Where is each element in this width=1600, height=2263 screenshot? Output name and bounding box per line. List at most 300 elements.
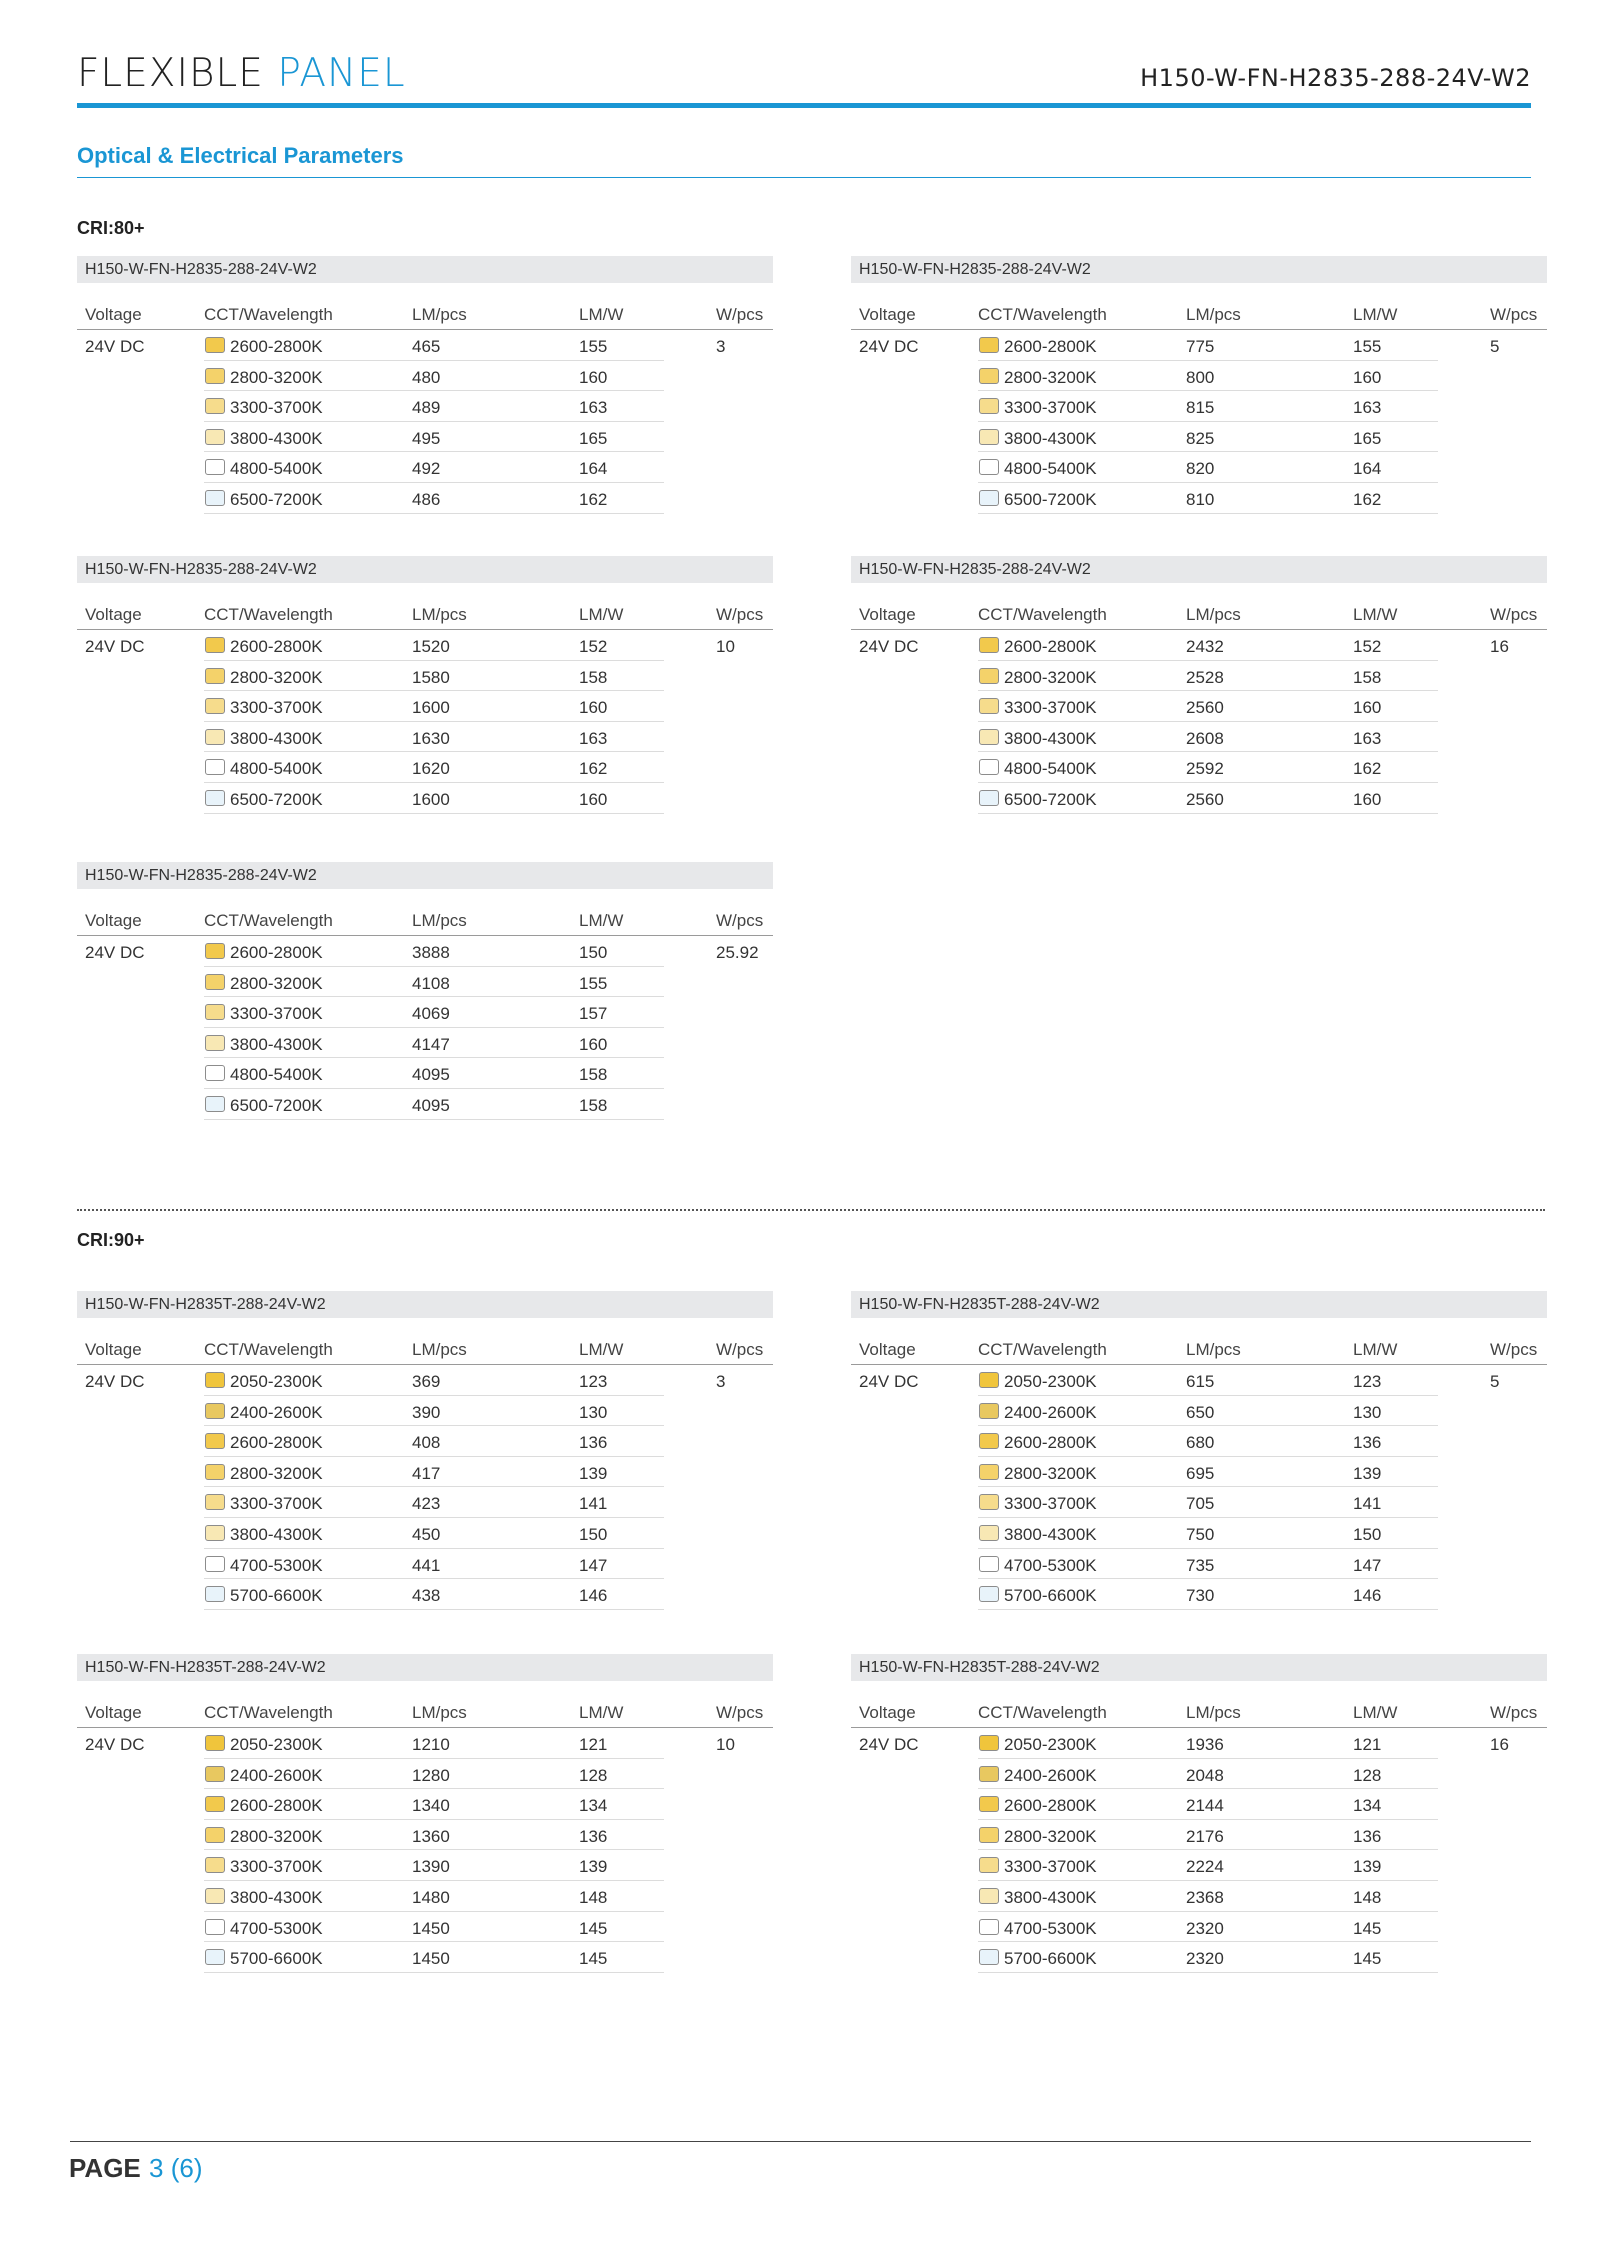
column-header-cct: CCT/Wavelength [978,1340,1107,1359]
cct-cell: 2600-2800K [230,1796,323,1816]
lumen-cell: 4095 [412,1095,450,1115]
color-swatch-icon [979,1827,999,1843]
header-divider [77,103,1531,108]
efficacy-cell: 160 [579,1034,608,1054]
column-header-lm: LM/pcs [1186,1703,1241,1722]
cct-cell: 2600-2800K [1004,337,1097,356]
efficacy-cell: 146 [579,1586,608,1606]
efficacy-cell: 160 [1353,367,1382,387]
cct-cell: 6500-7200K [1004,789,1097,809]
cct-cell: 2800-3200K [1004,1826,1097,1846]
color-swatch-icon [979,1735,999,1751]
table-row [851,1942,1547,1973]
table-row [851,661,1547,692]
lumen-cell: 2560 [1186,789,1224,809]
table-row [77,1820,773,1851]
color-swatch-icon [979,1403,999,1419]
column-header-voltage: Voltage [859,605,916,624]
efficacy-cell: 145 [579,1949,608,1969]
column-header-lmw: LM/W [579,911,624,930]
lumen-cell: 1520 [412,637,450,656]
color-swatch-icon [205,1065,225,1081]
table-row [851,1518,1547,1549]
color-swatch-icon [979,759,999,775]
efficacy-cell: 157 [579,1004,608,1024]
efficacy-cell: 139 [579,1463,608,1483]
table-title: H150-W-FN-H2835T-288-24V-W2 [851,1291,1547,1318]
lumen-cell: 417 [412,1463,441,1483]
lumen-cell: 800 [1186,367,1215,387]
lumen-cell: 1600 [412,698,450,718]
lumen-cell: 489 [412,398,441,418]
cct-cell: 3800-4300K [1004,1887,1097,1907]
table-row [851,783,1547,814]
column-header-w: W/pcs [716,1703,764,1722]
efficacy-cell: 148 [579,1887,608,1907]
efficacy-cell: 136 [1353,1433,1382,1453]
table-row [851,1487,1547,1518]
column-header-voltage: Voltage [859,305,916,324]
column-header-lm: LM/pcs [412,1703,467,1722]
cct-cell: 2400-2600K [1004,1765,1097,1785]
lumen-cell: 810 [1186,489,1215,509]
lumen-cell: 2048 [1186,1765,1224,1785]
efficacy-cell: 147 [1353,1555,1382,1575]
cct-cell: 6500-7200K [230,1095,323,1115]
table-row [851,330,1547,361]
table-row [77,722,773,753]
cct-cell: 4800-5400K [1004,759,1097,779]
color-swatch-icon [979,1372,999,1388]
table-row [851,1365,1547,1396]
lumen-cell: 2608 [1186,728,1224,748]
color-swatch-icon [205,1494,225,1510]
lumen-cell: 2528 [1186,667,1224,687]
table-row [77,630,773,661]
lumen-cell: 1580 [412,667,450,687]
table-row [851,1789,1547,1820]
lumen-cell: 369 [412,1372,441,1391]
column-header-w: W/pcs [1490,1703,1538,1722]
efficacy-cell: 139 [1353,1857,1382,1877]
lumen-cell: 705 [1186,1494,1215,1514]
page-number: 3 (6) [149,2153,203,2183]
cct-cell: 4800-5400K [230,1065,323,1085]
column-header-lm: LM/pcs [1186,1340,1241,1359]
table-row [77,1365,773,1396]
voltage-cell: 24V DC [85,943,145,962]
color-swatch-icon [205,1372,225,1388]
table-row [77,483,773,514]
table-title: H150-W-FN-H2835-288-24V-W2 [851,256,1547,283]
table-header-row [77,283,773,330]
table-row [77,391,773,422]
cct-cell: 3800-4300K [230,728,323,748]
column-header-lmw: LM/W [1353,605,1398,624]
column-header-lm: LM/pcs [1186,605,1241,624]
efficacy-cell: 152 [1353,637,1382,656]
table-row [77,1789,773,1820]
column-header-cct: CCT/Wavelength [978,605,1107,624]
table-row [851,452,1547,483]
table-row [77,1881,773,1912]
voltage-cell: 24V DC [859,1372,919,1391]
column-header-lm: LM/pcs [412,305,467,324]
efficacy-cell: 164 [579,459,608,479]
cct-cell: 3800-4300K [230,1034,323,1054]
efficacy-cell: 163 [1353,398,1382,418]
efficacy-cell: 158 [1353,667,1382,687]
lumen-cell: 441 [412,1555,441,1575]
color-swatch-icon [979,1525,999,1541]
lumen-cell: 820 [1186,459,1215,479]
cct-cell: 2800-3200K [230,1826,323,1846]
lumen-cell: 390 [412,1402,441,1422]
table-row [851,1426,1547,1457]
color-swatch-icon [205,1586,225,1602]
cct-cell: 2600-2800K [1004,637,1097,656]
column-header-w: W/pcs [1490,305,1538,324]
lumen-cell: 1360 [412,1826,450,1846]
lumen-cell: 1630 [412,728,450,748]
color-swatch-icon [979,368,999,384]
table-row [851,361,1547,392]
efficacy-cell: 163 [579,728,608,748]
lumen-cell: 438 [412,1586,441,1606]
watt-cell: 10 [716,1735,735,1754]
color-swatch-icon [205,943,225,959]
color-swatch-icon [979,1433,999,1449]
column-header-lmw: LM/W [1353,1340,1398,1359]
cct-cell: 3300-3700K [230,398,323,418]
column-header-lm: LM/pcs [1186,305,1241,324]
page-footer [69,2153,203,2184]
column-header-cct: CCT/Wavelength [204,1340,333,1359]
lumen-cell: 1450 [412,1918,450,1938]
table-header-row [77,583,773,630]
color-swatch-icon [979,1888,999,1904]
color-swatch-icon [205,1857,225,1873]
cct-cell: 2600-2800K [230,1433,323,1453]
color-swatch-icon [205,337,225,353]
table-row [77,1549,773,1580]
column-header-lm: LM/pcs [412,605,467,624]
cct-cell: 2600-2800K [1004,1433,1097,1453]
spec-table-cri80-3w [77,256,773,514]
table-row [851,1912,1547,1943]
color-swatch-icon [205,1949,225,1965]
cct-cell: 2400-2600K [230,1765,323,1785]
color-swatch-icon [979,459,999,475]
table-row [851,752,1547,783]
lumen-cell: 1936 [1186,1735,1224,1754]
efficacy-cell: 139 [1353,1463,1382,1483]
cct-cell: 4800-5400K [1004,459,1097,479]
cct-cell: 2600-2800K [1004,1796,1097,1816]
lumen-cell: 2592 [1186,759,1224,779]
table-row [77,1518,773,1549]
table-title: H150-W-FN-H2835T-288-24V-W2 [851,1654,1547,1681]
color-swatch-icon [205,1004,225,1020]
column-header-cct: CCT/Wavelength [978,305,1107,324]
efficacy-cell: 141 [1353,1494,1382,1514]
lumen-cell: 4069 [412,1004,450,1024]
table-header-row [851,583,1547,630]
color-swatch-icon [205,637,225,653]
color-swatch-icon [205,1888,225,1904]
efficacy-cell: 141 [579,1494,608,1514]
cct-cell: 2800-3200K [1004,1463,1097,1483]
column-header-voltage: Voltage [85,1703,142,1722]
table-row [77,967,773,998]
cct-cell: 3800-4300K [230,428,323,448]
table-title: H150-W-FN-H2835-288-24V-W2 [77,556,773,583]
color-swatch-icon [979,729,999,745]
cct-cell: 3800-4300K [1004,1524,1097,1544]
table-row [77,1912,773,1943]
lumen-cell: 423 [412,1494,441,1514]
efficacy-cell: 150 [579,1524,608,1544]
efficacy-cell: 158 [579,1095,608,1115]
lumen-cell: 2368 [1186,1887,1224,1907]
color-swatch-icon [205,459,225,475]
lumen-cell: 2432 [1186,637,1224,656]
table-row [77,1058,773,1089]
color-swatch-icon [205,1919,225,1935]
table-row [77,1579,773,1610]
spec-table-cri90-5w [851,1291,1547,1610]
table-row [77,1850,773,1881]
efficacy-cell: 136 [1353,1826,1382,1846]
efficacy-cell: 134 [1353,1796,1382,1816]
column-header-lmw: LM/W [1353,305,1398,324]
color-swatch-icon [979,1494,999,1510]
lumen-cell: 750 [1186,1524,1215,1544]
lumen-cell: 735 [1186,1555,1215,1575]
lumen-cell: 815 [1186,398,1215,418]
brand-title-part1: FLEXIBLE [77,51,264,96]
color-swatch-icon [205,1525,225,1541]
spec-table-cri80-5w [851,256,1547,514]
cct-cell: 3800-4300K [1004,428,1097,448]
cri-80-label: CRI:80+ [77,218,145,238]
column-header-lmw: LM/W [1353,1703,1398,1722]
lumen-cell: 825 [1186,428,1215,448]
cct-cell: 4800-5400K [230,759,323,779]
spec-table-cri90-10w [77,1654,773,1973]
footer-divider [70,2141,1531,2142]
column-header-w: W/pcs [716,1340,764,1359]
table-row [77,422,773,453]
color-swatch-icon [205,1096,225,1112]
efficacy-cell: 158 [579,667,608,687]
lumen-cell: 486 [412,489,441,509]
table-body [77,1728,773,1973]
column-header-w: W/pcs [716,305,764,324]
cct-cell: 5700-6600K [1004,1949,1097,1969]
lumen-cell: 3888 [412,943,450,962]
efficacy-cell: 165 [579,428,608,448]
cct-cell: 2800-3200K [1004,667,1097,687]
table-title: H150-W-FN-H2835T-288-24V-W2 [77,1654,773,1681]
lumen-cell: 1390 [412,1857,450,1877]
color-swatch-icon [205,668,225,684]
color-swatch-icon [205,398,225,414]
efficacy-cell: 165 [1353,428,1382,448]
color-swatch-icon [979,637,999,653]
color-swatch-icon [979,698,999,714]
table-row [77,1457,773,1488]
color-swatch-icon [205,1766,225,1782]
lumen-cell: 2320 [1186,1949,1224,1969]
spec-table-cri80-25w [77,862,773,1120]
color-swatch-icon [979,337,999,353]
table-header-row [851,283,1547,330]
voltage-cell: 24V DC [85,337,145,356]
column-header-cct: CCT/Wavelength [204,305,333,324]
efficacy-cell: 150 [1353,1524,1382,1544]
cct-cell: 4700-5300K [230,1555,323,1575]
table-row [77,752,773,783]
efficacy-cell: 162 [579,489,608,509]
column-header-lm: LM/pcs [412,1340,467,1359]
spec-table-cri80-10w [77,556,773,814]
watt-cell: 3 [716,337,726,356]
lumen-cell: 1210 [412,1735,450,1754]
lumen-cell: 775 [1186,337,1215,356]
column-header-voltage: Voltage [859,1340,916,1359]
cct-cell: 2050-2300K [1004,1372,1097,1391]
cct-cell: 3300-3700K [1004,1494,1097,1514]
column-header-w: W/pcs [1490,605,1538,624]
page-label: PAGE [69,2153,141,2183]
spec-table-cri90-3w [77,1291,773,1610]
table-row [77,452,773,483]
cct-cell: 6500-7200K [1004,489,1097,509]
cct-cell: 3300-3700K [1004,698,1097,718]
table-body [77,936,773,1120]
cct-cell: 2800-3200K [230,973,323,993]
lumen-cell: 1450 [412,1949,450,1969]
column-header-lmw: LM/W [579,305,624,324]
efficacy-cell: 160 [1353,789,1382,809]
section-title: Optical & Electrical Parameters [77,143,404,168]
cct-cell: 2050-2300K [230,1372,323,1391]
color-swatch-icon [205,729,225,745]
cct-cell: 3300-3700K [1004,1857,1097,1877]
color-swatch-icon [979,1556,999,1572]
brand-title [77,50,406,98]
cct-cell: 2400-2600K [230,1402,323,1422]
column-header-cct: CCT/Wavelength [204,1703,333,1722]
efficacy-cell: 147 [579,1555,608,1575]
color-swatch-icon [205,1556,225,1572]
color-swatch-icon [979,1464,999,1480]
column-header-voltage: Voltage [85,1340,142,1359]
efficacy-cell: 145 [1353,1949,1382,1969]
color-swatch-icon [205,1035,225,1051]
spec-table-cri90-16w [851,1654,1547,1973]
column-header-lm: LM/pcs [412,911,467,930]
color-swatch-icon [979,490,999,506]
efficacy-cell: 136 [579,1826,608,1846]
cct-cell: 3300-3700K [230,1857,323,1877]
lumen-cell: 615 [1186,1372,1215,1391]
efficacy-cell: 155 [1353,337,1382,356]
table-header-row [77,1681,773,1728]
table-header-row [77,1318,773,1365]
column-header-cct: CCT/Wavelength [978,1703,1107,1722]
lumen-cell: 1340 [412,1796,450,1816]
cct-cell: 2800-3200K [230,667,323,687]
column-header-voltage: Voltage [85,911,142,930]
cct-cell: 4700-5300K [1004,1555,1097,1575]
efficacy-cell: 164 [1353,459,1382,479]
table-body [851,1728,1547,1973]
table-body [851,630,1547,814]
table-row [851,722,1547,753]
color-swatch-icon [979,1766,999,1782]
cct-cell: 2400-2600K [1004,1402,1097,1422]
table-row [77,330,773,361]
lumen-cell: 4108 [412,973,450,993]
cct-cell: 2050-2300K [1004,1735,1097,1754]
column-header-lmw: LM/W [579,1340,624,1359]
watt-cell: 10 [716,637,735,656]
lumen-cell: 1280 [412,1765,450,1785]
efficacy-cell: 160 [579,789,608,809]
lumen-cell: 1600 [412,789,450,809]
column-header-voltage: Voltage [85,305,142,324]
watt-cell: 16 [1490,637,1509,656]
cct-cell: 4700-5300K [230,1918,323,1938]
efficacy-cell: 123 [579,1372,608,1391]
cct-cell: 3300-3700K [1004,398,1097,418]
watt-cell: 16 [1490,1735,1509,1754]
efficacy-cell: 136 [579,1433,608,1453]
table-row [77,1759,773,1790]
table-body [851,330,1547,514]
efficacy-cell: 152 [579,637,608,656]
color-swatch-icon [205,790,225,806]
color-swatch-icon [205,368,225,384]
column-header-w: W/pcs [1490,1340,1538,1359]
column-header-w: W/pcs [716,605,764,624]
table-row [77,936,773,967]
cct-cell: 2800-3200K [1004,367,1097,387]
lumen-cell: 730 [1186,1586,1215,1606]
cct-cell: 5700-6600K [230,1949,323,1969]
color-swatch-icon [979,1586,999,1602]
column-header-voltage: Voltage [85,605,142,624]
table-row [77,1426,773,1457]
cct-cell: 3300-3700K [230,698,323,718]
table-row [851,1881,1547,1912]
cct-cell: 3300-3700K [230,1494,323,1514]
cct-cell: 3300-3700K [230,1004,323,1024]
table-body [77,630,773,814]
table-row [77,1089,773,1120]
cct-cell: 4800-5400K [230,459,323,479]
lumen-cell: 408 [412,1433,441,1453]
voltage-cell: 24V DC [85,637,145,656]
table-title: H150-W-FN-H2835-288-24V-W2 [851,556,1547,583]
table-body [851,1365,1547,1610]
voltage-cell: 24V DC [859,337,919,356]
efficacy-cell: 155 [579,337,608,356]
table-row [77,661,773,692]
lumen-cell: 465 [412,337,441,356]
